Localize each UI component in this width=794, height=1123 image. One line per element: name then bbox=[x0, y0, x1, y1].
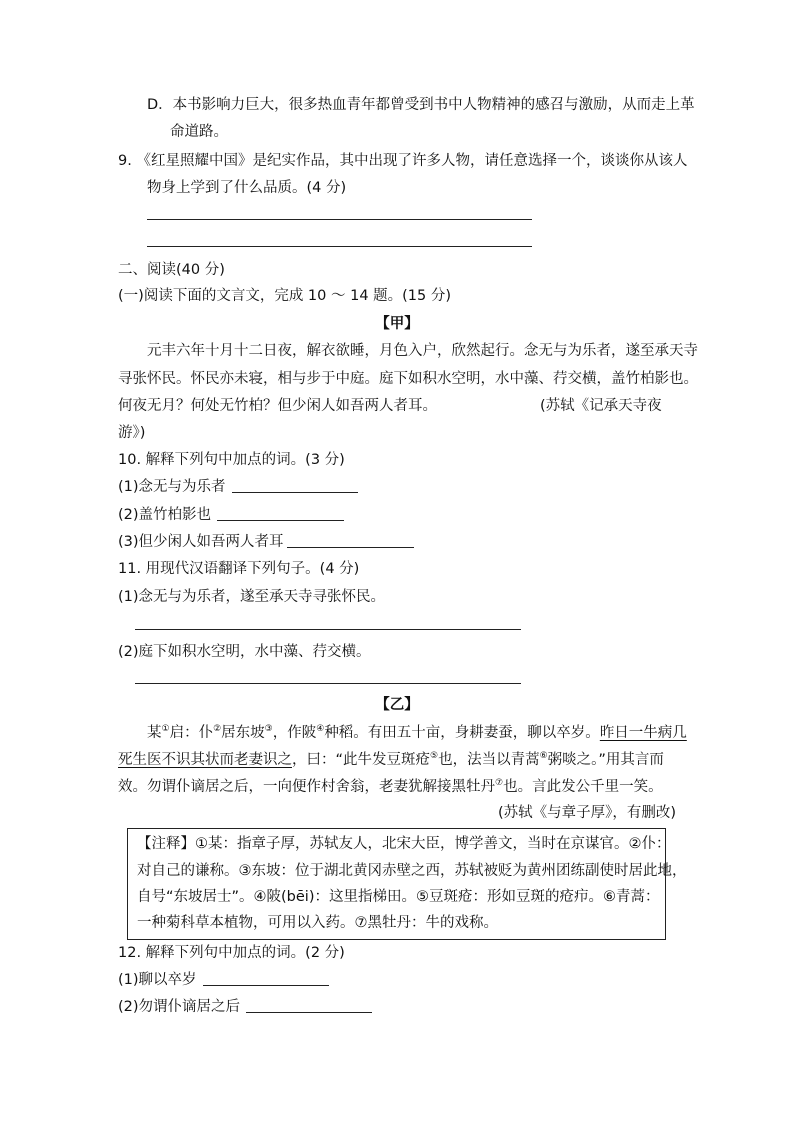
question-12-item-1: (1)聊以卒岁 bbox=[118, 972, 197, 988]
passage-jia-line-1: 元丰六年十月十二日夜，解衣欲睡，月色入户，欣然起行。念无与为乐者，遂至承天寺 bbox=[147, 343, 698, 359]
annotation-box bbox=[127, 828, 687, 940]
passage-jia-source-cont: 游》) bbox=[118, 425, 146, 441]
question-11-item-1: (1)念无与为乐者，遂至承天寺寻张怀民。 bbox=[118, 589, 386, 605]
question-12-stem: 12. 解释下列句中加点的词。(2 分) bbox=[118, 945, 345, 961]
question-9-line-2: 物身上学到了什么品质。(4 分) bbox=[147, 180, 347, 196]
answer-line-10-1[interactable] bbox=[232, 492, 358, 493]
passage-yi-line-2: 死生医不识其状而老妻识之，曰：“此牛发豆斑疮⑤也，法当以青蒿⑥粥啖之。”用其言而 bbox=[118, 751, 664, 768]
passage-jia-line-2: 寻张怀民。怀民亦未寝，相与步于中庭。庭下如积水空明，水中藻、荇交横，盖竹柏影也。 bbox=[118, 371, 698, 387]
passage-yi-line-1: 某①启：仆②居东坡③，作陂④种稻。有田五十亩，身耕妻蚕，聊以卒岁。昨日一牛病几 bbox=[147, 724, 687, 741]
section-heading: 二、阅读(40 分) bbox=[118, 262, 225, 278]
annotation-line-2: 对自己的谦称。③东坡：位于湖北黄冈赤壁之西，苏轼被贬为黄州团练副使时居此地， bbox=[137, 863, 687, 879]
passage-jia-title: 【甲】 bbox=[375, 316, 419, 332]
question-9-line-1: 9. 《红星照耀中国》是纪实作品，其中出现了许多人物，请任意选择一个，谈谈你从该人 bbox=[118, 153, 688, 169]
answer-line-11-2[interactable] bbox=[135, 683, 521, 684]
passage-yi-title: 【乙】 bbox=[375, 697, 419, 713]
question-10-item-2: (2)盖竹柏影也 bbox=[118, 507, 212, 523]
question-10-stem: 10. 解释下列句中加点的词。(3 分) bbox=[118, 452, 345, 468]
annotation-line-1: 【注释】①某：指章子厚，苏轼友人，北宋大臣，博学善文，当时在京谋官。②仆： bbox=[137, 836, 671, 852]
section-instructions: (一)阅读下面的文言文，完成 10 ～ 14 题。(15 分) bbox=[118, 288, 452, 304]
option-d-line-1: D．本书影响力巨大，很多热血青年都曾受到书中人物精神的感召与激励，从而走上革 bbox=[147, 97, 695, 113]
passage-yi-line-3: 效。勿谓仆谪居之后，一向便作村舍翁，老妻犹解接黑牡丹⑦也。言此发公千里一笑。 bbox=[118, 778, 663, 795]
underlined-sentence-part-1: 昨日一牛病几 bbox=[599, 725, 687, 741]
underlined-sentence-part-2: 死生医不识其状而老妻识之 bbox=[118, 752, 292, 768]
annotation-line-4: 一种菊科草本植物，可用以入药。⑦黑牡丹：牛的戏称。 bbox=[137, 915, 498, 931]
answer-line-11-1[interactable] bbox=[135, 629, 521, 630]
question-12-item-2: (2)勿谓仆谪居之后 bbox=[118, 999, 241, 1015]
answer-line-10-3[interactable] bbox=[287, 547, 414, 548]
question-10-item-3: (3)但少闲人如吾两人者耳 bbox=[118, 534, 284, 550]
question-11-stem: 11. 用现代汉语翻译下列句子。(4 分) bbox=[118, 561, 360, 577]
passage-yi-source: (苏轼《与章子厚》，有删改) bbox=[498, 805, 677, 821]
question-10-item-1: (1)念无与为乐者 bbox=[118, 479, 226, 495]
answer-line-10-2[interactable] bbox=[217, 520, 344, 521]
annotation-line-3: 自号“东坡居士”。④陂(bēi)：这里指梯田。⑤豆斑疮：形如豆斑的疮疖。⑥青蒿： bbox=[137, 889, 660, 905]
question-11-item-2: (2)庭下如积水空明，水中藻、荇交横。 bbox=[118, 644, 371, 660]
passage-jia-line-3: 何夜无月？何处无竹柏？但少闲人如吾两人者耳。 bbox=[118, 398, 437, 414]
answer-line-12-2[interactable] bbox=[246, 1012, 372, 1013]
option-d-line-2: 命道路。 bbox=[170, 124, 228, 140]
answer-line-9b[interactable] bbox=[147, 246, 532, 247]
answer-line-9a[interactable] bbox=[147, 219, 532, 220]
answer-line-12-1[interactable] bbox=[203, 985, 329, 986]
passage-jia-source: (苏轼《记承天寺夜 bbox=[540, 398, 662, 414]
